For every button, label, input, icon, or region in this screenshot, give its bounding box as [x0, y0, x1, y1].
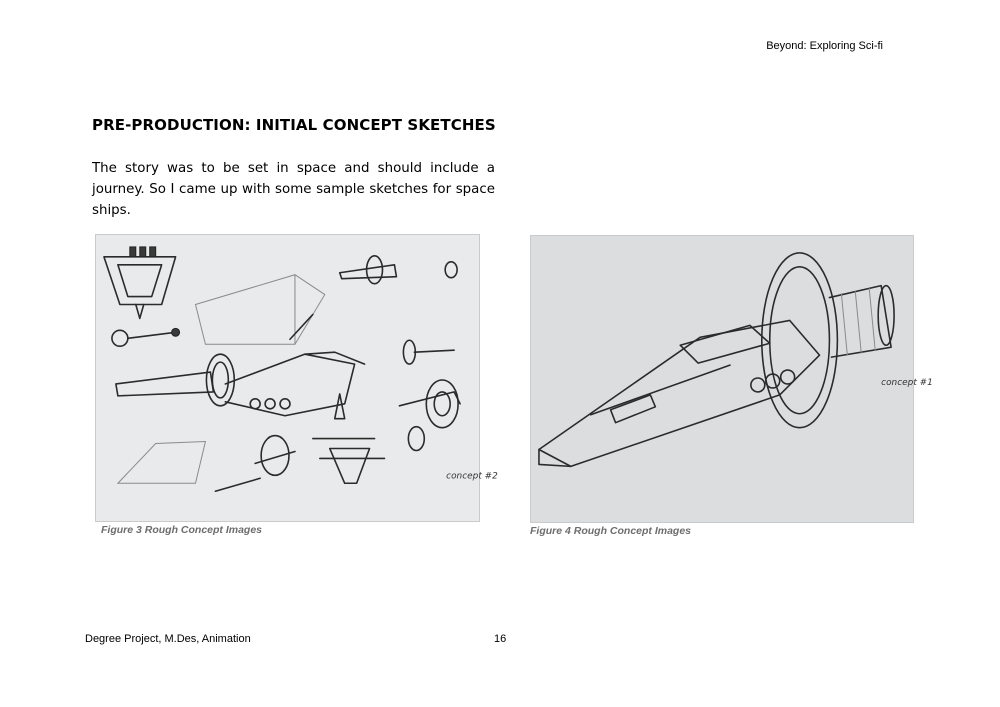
figure-4-sketch-note: concept #1: [881, 377, 933, 388]
running-header: Beyond: Exploring Sci-fi: [766, 40, 883, 52]
figure-3: [95, 234, 498, 536]
figure-4: [530, 235, 933, 537]
footer-program: Degree Project, M.Des, Animation: [85, 633, 251, 645]
spaceship-concept-image: [530, 235, 933, 523]
figure-4-caption: Figure 4 Rough Concept Images: [530, 525, 692, 537]
figure-3-sketch-note: concept #2: [446, 471, 498, 482]
intro-paragraph: The story was to be set in space and should include a journey. So I came up with some sample sketches for space ships.: [92, 161, 495, 218]
concept-sketch-sheet-image: [95, 234, 498, 522]
page-number: 16: [494, 633, 507, 645]
section-title: PRE-PRODUCTION: INITIAL CONCEPT SKETCHES: [92, 116, 496, 134]
figure-3-caption: Figure 3 Rough Concept Images: [101, 524, 263, 536]
